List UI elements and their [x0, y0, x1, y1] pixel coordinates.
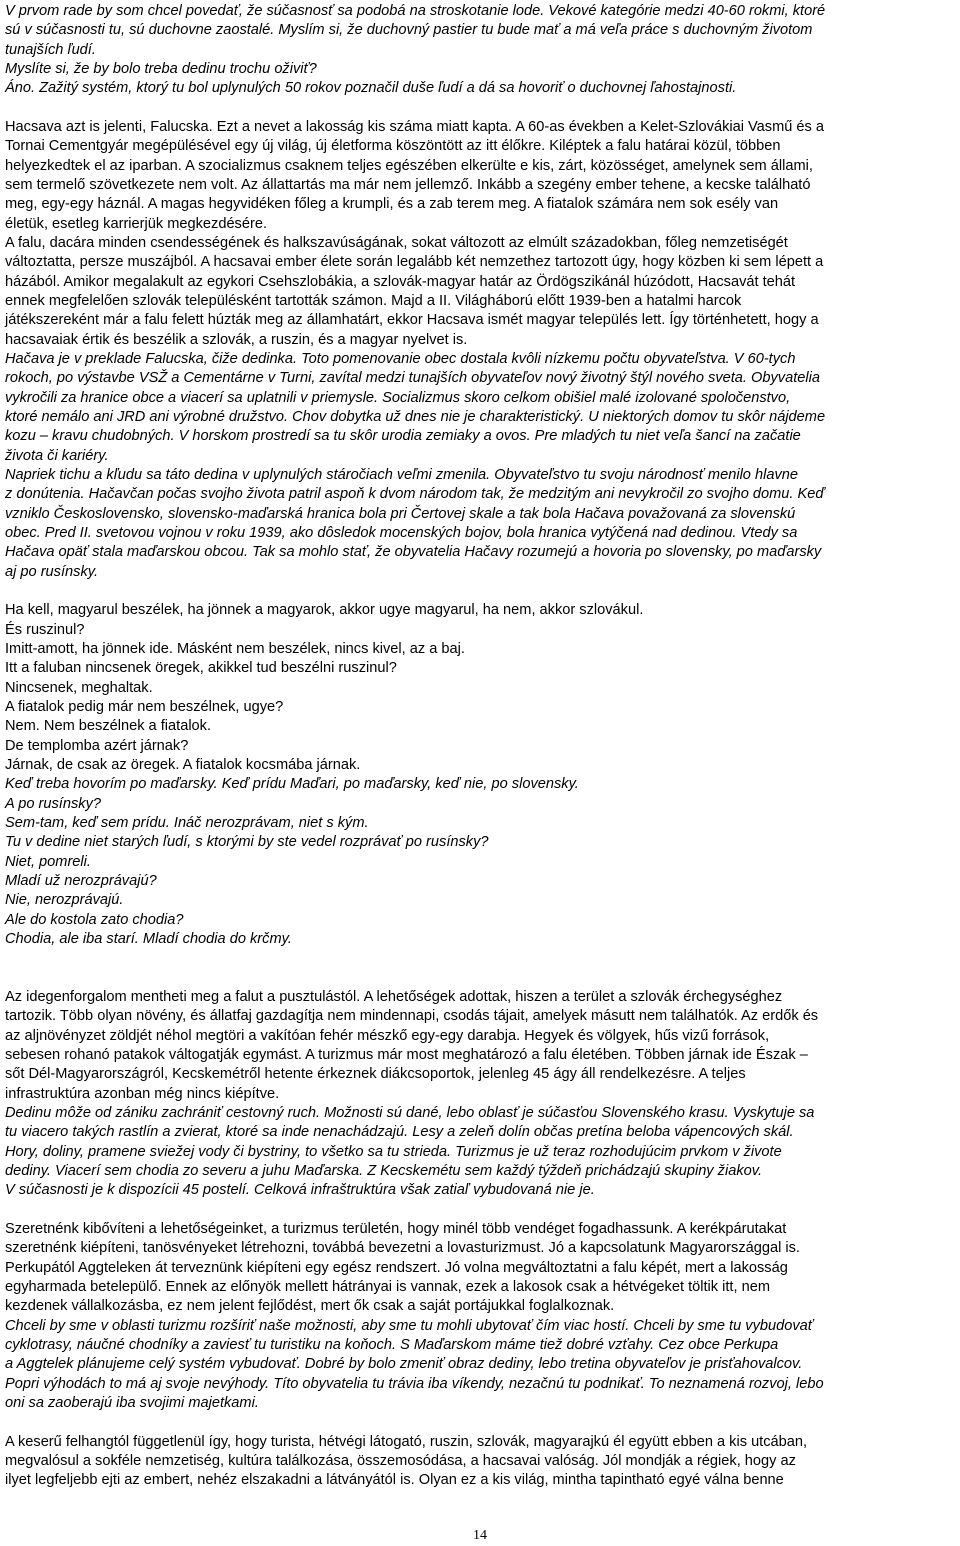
text-line: Hačava opäť stala maďarskou obcou. Tak sa mohlo stať, že obyvatelia Hačavy rozumejú a hovoria po slovensky, po maďarsky [5, 544, 822, 560]
page-number: 14 [473, 1528, 487, 1543]
text-line: És ruszinul? [5, 622, 85, 638]
text-line: Napriek tichu a kľudu sa táto dedina v uplynulých stáročiach veľmi zmenila. Obyvateľstvo tu svoju národnosť menilo hlavne [5, 467, 798, 483]
text-line: helyezkedtek el az iparban. A szocializmus csaknem teljes egészében elkerülte e kis, zárt, közösséget, amelynek sem állami, [5, 158, 813, 174]
text-line: Járnak, de csak az öregek. A fiatalok kocsmába járnak. [5, 757, 361, 773]
text-line: Dedinu môže od zániku zachrániť cestovný ruch. Možnosti sú dané, lebo oblasť je súčasťou Slovenského krasu. Vyskytuje sa [5, 1105, 815, 1121]
text-line: ktoré nemálo ani JRD ani výrobné družstvo. Chov dobytka už dnes nie je charakteristický. U niektorých domov tu skôr nájdeme [5, 409, 826, 425]
text-line: egyharmada betelepülő. Ennek az előnyök mellett hátrányai is vannak, ezek a lakosok csak a hétvégeket töltik itt, nem [5, 1279, 770, 1295]
text-line: sú v súčasnosti tu, sú duchovne zaostalé. Myslím si, že duchovný pastier tu bude mať a má veľa práce s duchovným životom [5, 22, 813, 38]
text-line: Mladí už nerozprávajú? [5, 873, 157, 889]
text-line: meg, egy-egy háznál. A magas hegyvidéken főleg a krumpli, és a zab terem meg. A fiatalok számára nem sok esély van [5, 196, 779, 212]
text-line: z donútenia. Hačavčan počas svojho života patril aspoň k dvom národom tak, že medzitým ani nevykročil zo svojho domu. Keď [5, 486, 825, 502]
text-line: Niet, pomreli. [5, 854, 91, 870]
text-line: megvalósul a sokféle nemzetiség, kultúra találkozása, összemosódása, a hacsavai valóság. Jól mondják a régiek, hogy az [5, 1453, 796, 1469]
text-line: Chceli by sme v oblasti turizmu rozšíriť naše možnosti, aby sme tu mohli ubytovať čím viac hostí. Chceli by sme tu vybudovať [5, 1318, 813, 1334]
text-line: A falu, dacára minden csendességének és halkszavúságának, sokat változott az elmúlt századokban, főleg nemzetiségét [5, 235, 788, 251]
text-line: tu viacero takých rastlín a zvierat, ktoré sa inde nenachádzajú. Lesy a zeleň dolín občas pretína beloba vápencových skál. [5, 1124, 794, 1140]
text-line: Nem. Nem beszélnek a fiatalok. [5, 718, 212, 734]
text-line: ennek megfelelően szlovák településként tartották számon. Majd a II. Világháború előtt 1939-ben a hatalmi harcok [5, 293, 742, 309]
text-line: A fiatalok pedig már nem beszélnek, ugye? [5, 699, 284, 715]
text-line: Hory, doliny, pramene sviežej vody či bystriny, to všetko sa tu strieda. Turizmus je už teraz rozhodujúcim prvkom v živote [5, 1144, 782, 1160]
text-line: Nincsenek, meghaltak. [5, 680, 153, 696]
text-line: dediny. Viacerí sem chodia zo severu a juhu Maďarska. Z Kecskemétu sem každý týždeň prichádzajú skupiny žiakov. [5, 1163, 762, 1179]
text-line: változtatta, persze muszájból. A hacsavai ember élete során legalább két nemzethez tartozott úgy, hogy közben ki sem lépett a [5, 254, 824, 270]
text-line: életük, esetleg karrierjük megkezdésére. [5, 216, 268, 232]
text-line: Sem-tam, keď sem prídu. Ináč nerozprávam, niet s kým. [5, 815, 369, 831]
text-line: sem termelő szövetkezete nem volt. Az állattartás ma már nem jellemző. Inkább a szegény ember tehene, a kecske található [5, 177, 811, 193]
text-line: sőt Dél-Magyarországról, Kecskemétről hetente érkeznek diákcsoportok, jelenleg 45 ágy áll rendelkezésre. A teljes [5, 1066, 746, 1082]
text-line: Hacsava azt is jelenti, Falucska. Ezt a nevet a lakosság kis száma miatt kapta. A 60-as években a Kelet-Szlovákiai Vasmű és a [5, 119, 824, 135]
text-line: ilyet legfeljebb ejti az embert, nehéz elszakadni a látványától is. Olyan ez a kis világ, mintha tapintható egyé válna benne [5, 1472, 784, 1488]
text-line: oni sa zaoberajú iba svojimi majetkami. [5, 1395, 259, 1411]
text-line: játékszereként már a falu felett húzták meg az államhatárt, ekkor Hacsava ismét magyar település lett. Így történhetett, hogy a [5, 312, 819, 328]
text-line: Tu v dedine niet starých ľudí, s ktorými by ste vedel rozprávať po rusínsky? [5, 834, 489, 850]
text-line: szeretnénk kiépíteni, tanösvényeket létrehozni, továbbá bevezetni a lovasturizmust. Jó a kapcsolatunk Magyarországgal is. [5, 1240, 800, 1256]
text-line: vykročili za hranice obce a viacerí sa uplatnili v priemysle. Socializmus skoro celkom obišiel malé izolované spoločenstvo, [5, 390, 791, 406]
text-line: Chodia, ale iba starí. Mladí chodia do krčmy. [5, 931, 292, 947]
text-line: Itt a faluban nincsenek öregek, akikkel tud beszélni ruszinul? [5, 660, 397, 676]
text-line: Myslíte si, že by bolo treba dedinu trochu oživiť? [5, 61, 317, 77]
text-line: Tornai Cementgyár megépülésével egy új világ, új életforma köszöntött az itt élőkre. Kiléptek a falu határai közül, többen [5, 138, 781, 154]
text-line: a Aggtelek plánujeme celý systém vybudovať. Dobré by bolo zmeniť obraz dediny, lebo tretina obyvateľov je prisťahovalcov. [5, 1356, 803, 1372]
text-line: Áno. Zažitý systém, ktorý tu bol uplynulých 50 rokov poznačil duše ľudí a dá sa hovoriť o duchovnej ľahostajnosti. [5, 80, 737, 96]
text-line: infrastruktúra azonban még nincs kiépítve. [5, 1086, 280, 1102]
text-line: A keserű felhangtól függetlenül így, hogy turista, hétvégi látogató, ruszin, szlovák, magyarajkú él együtt ebben a kis utcában, [5, 1434, 808, 1450]
text-line: vzniklo Československo, slovensko-maďarská hranica bola pri Čertovej skale a tak bola Hačava považovaná za slovenskú [5, 506, 796, 522]
text-line: Nie, nerozprávajú. [5, 892, 124, 908]
text-line: hacsavaiak értik és beszélik a szlovák, a ruszin, és a magyar nyelvet is. [5, 332, 468, 348]
text-line: V súčasnosti je k dispozícii 45 postelí. Celková infraštruktúra však zatiaľ vybudovaná nie je. [5, 1182, 595, 1198]
text-line: Perkupától Aggteleken át terveznünk kiépíteni egy egész rendszert. Jó volna megváltoztatni a falu képét, mert a lakosság [5, 1260, 788, 1276]
text-line: sebesen rohanó patakok váltogatják egymást. A turizmus már most meghatározó a falu életében. Többen járnak ide Észak – [5, 1047, 808, 1063]
text-line: cyklotrasy, náučné chodníky a zaviesť tu turistiku na koňoch. S Maďarskom máme tiež dobré vzťahy. Cez obce Perkupa [5, 1337, 779, 1353]
text-line: Ha kell, magyarul beszélek, ha jönnek a magyarok, akkor ugye magyarul, ha nem, akkor szlovákul. [5, 602, 644, 618]
text-line: kezdenek vállalkozásba, ez nem jelent fejlődést, mert ők csak a saját portájukkal foglalkoznak. [5, 1298, 615, 1314]
text-line: A po rusínsky? [5, 796, 101, 812]
text-line: De templomba azért járnak? [5, 738, 189, 754]
text-line: života či kariéry. [5, 448, 109, 464]
text-line: rokoch, po výstavbe VSŽ a Cementárne v Turni, zavítal medzi tunajších obyvateľov nový životný štýl nového sveta. Obyvatelia [5, 370, 820, 386]
text-line: V prvom rade by som chcel povedať, že súčasnosť sa podobá na stroskotanie lode. Vekové kategórie medzi 40-60 rokmi, ktoré [5, 3, 826, 19]
text-line: tunajších ľudí. [5, 42, 96, 58]
text-line: tartozik. Több olyan növény, és állatfaj gazdagítja nem mindennapi, csodás tájait, amelyek másutt nem találhatók. Az erdők és [5, 1008, 819, 1024]
text-line: Imitt-amott, ha jönnek ide. Másként nem beszélek, nincs kivel, az a baj. [5, 641, 465, 657]
text-line: Popri výhodách to má aj svoje nevýhody. Títo obyvatelia tu trávia iba víkendy, nezačnú tu podnikať. To neznamená rozvoj, lebo [5, 1376, 824, 1392]
text-line: az aljnövényzet zöldjét néhol megtöri a vakítóan fehér mészkő egy-egy darabja. Hegyek és völgyek, hűs vizű források, [5, 1028, 770, 1044]
text-line: házából. Amikor megalakult az egykori Csehszlobákia, a szlovák-magyar határ az Ördögszikánál húzódott, Hacsavát tehát [5, 274, 796, 290]
text-line: aj po rusínsky. [5, 564, 99, 580]
text-line: Hačava je v preklade Falucska, čiže dedinka. Toto pomenovanie obec dostala kvôli nízkemu počtu obyvateľstva. V 60-tych [5, 351, 796, 367]
text-line: Az idegenforgalom mentheti meg a falut a pusztulástól. A lehetőségek adottak, hiszen a terület a szlovák érchegységhez [5, 989, 783, 1005]
text-line: obec. Pred II. svetovou vojnou v roku 1939, ako dôsledok mocenských bojov, bola hranica vytýčená nad dedinou. Vtedy sa [5, 525, 798, 541]
text-line: kozu – kravu chudobných. V horskom prostredí sa tu skôr urodia zemiaky a ovos. Pre mladých tu niet veľa šancí na začatie [5, 428, 801, 444]
text-line: Ale do kostola zato chodia? [5, 912, 184, 928]
text-line: Keď treba hovorím po maďarsky. Keď prídu Maďari, po maďarsky, keď nie, po slovensky. [5, 776, 579, 792]
text-line: Szeretnénk kibővíteni a lehetőségeinket, a turizmus területén, hogy minél több vendéget fogadhassunk. A kerékpárutakat [5, 1221, 787, 1237]
